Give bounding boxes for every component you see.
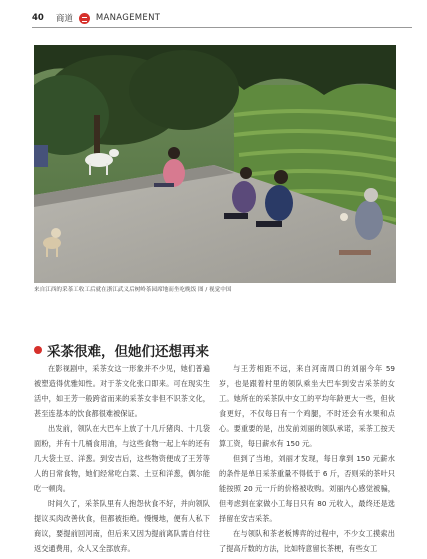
header-divider xyxy=(32,27,412,28)
section-name-en: MANAGEMENT xyxy=(95,13,161,23)
photo-caption: 来自江西的采茶工收工后就在浙江武义后树岭茶园席地而坐吃晚饭 图 / 视觉中国 xyxy=(34,287,232,293)
section-heading-text: 采茶很难，但她们还想再来 xyxy=(47,344,209,360)
paragraph: 与王芳相距不远，来自河南周口的刘丽今年 59 岁，也是跟着村里的领队乘坐大巴车到安吉采茶的女工。她所在的采茶队中女工的平均年龄更大一些，但伙食更好，不仅每日有一个鸡腿，不时还会有水果和点心。要重要的是，出发前刘丽的领队承诺，采茶工按天算工资，每日薪水有 150 元。 xyxy=(219,364,395,448)
section-heading xyxy=(34,340,209,360)
article-column-left xyxy=(34,361,210,556)
heading-bullet-icon xyxy=(34,346,42,354)
paragraph: 时间久了，采茶队里有人抱怨伙食不好，并向领队提议买肉改善伙食，但都被拒绝。慢慢地，便有人私下商议，要提前回河南，但后来又因为提前离队需自付往返交通费用，众人又全部放弃。 xyxy=(34,499,210,553)
section-name-cn: 商道 xyxy=(55,14,73,24)
paragraph: 出发前，领队在大巴车上放了十几斤猪肉、十几袋面粉，并有十几桶食用油，与这些食物一起上车的还有几大袋土豆、洋葱。到安吉后，这些物资便成了王芳等人的日常食物，她们经常吃白菜、土豆和洋葱，偶尔能吃一顿肉。 xyxy=(34,424,210,493)
article-column-right xyxy=(219,361,395,556)
page-header xyxy=(32,10,412,26)
page-number: 40 xyxy=(32,13,44,23)
section-logo-icon xyxy=(79,13,90,24)
paragraph: 但到了当地，刘丽才发现，每日拿到 150 元薪水的条件是单日采茶重量不得低于 6 斤，否则采的茶叶只能按照 20 元一斤的价格被收购。刘丽内心感觉被骗，但考虑到在家做小工每日只有 80 元收入，最终还是选择留在安吉采茶。 xyxy=(219,454,395,523)
article-photo xyxy=(34,45,396,283)
paragraph: 在与领队和茶老板博弈的过程中，不少女工摸索出了提高斤数的方法，比如特意留长茶梗，有些女工 xyxy=(219,529,395,553)
paragraph: 在影视剧中，采茶女这一形象并不少见，她们普遍被塑造得优雅知性。对于茶文化张口即来。可在现实生活中，如王芳一般跨省而来的采茶女非但不识茶文化，甚至连基本的饮食都很难被保证。 xyxy=(34,364,210,418)
